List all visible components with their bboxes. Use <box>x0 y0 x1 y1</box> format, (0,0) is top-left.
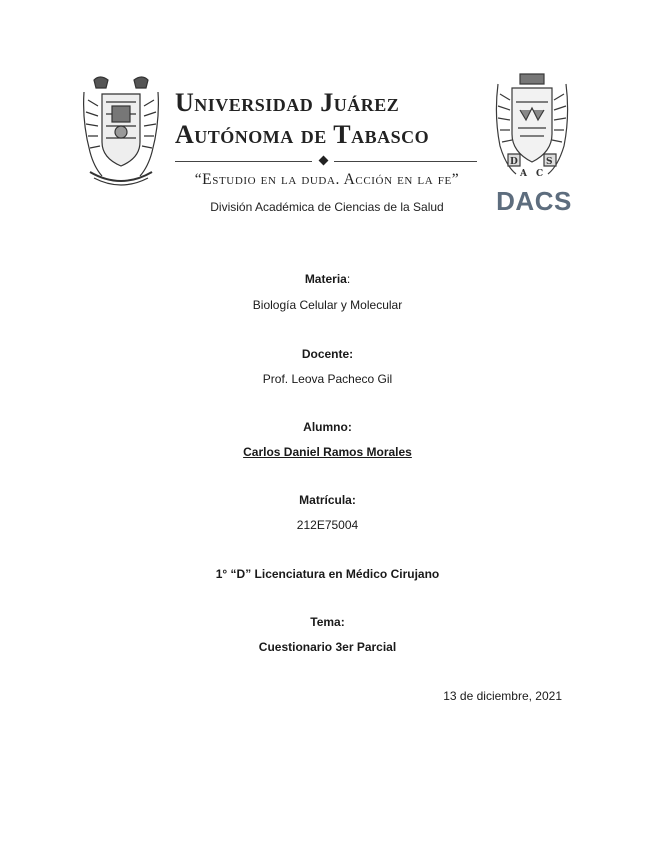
materia-label: Materia <box>304 272 347 286</box>
docente-label: Docente: <box>301 347 354 361</box>
docente-value: Prof. Leova Pacheco Gil <box>262 372 393 386</box>
division-name: División Académica de Ciencias de la Salud <box>210 200 444 214</box>
matricula-value: 212E75004 <box>296 518 359 532</box>
grupo-value: 1° “D” Licenciatura en Médico Cirujano <box>215 567 440 581</box>
dacs-logo-text: DACS <box>496 186 572 216</box>
materia-label-line <box>0 272 655 286</box>
matricula-label: Matrícula: <box>299 493 356 507</box>
document-date: 13 de diciembre, 2021 <box>443 689 562 703</box>
university-motto: “Estudio en la duda. Acción en la fe” <box>194 171 460 188</box>
svg-text:S: S <box>546 157 553 167</box>
svg-text:C: C <box>536 169 544 179</box>
university-seal-icon <box>80 72 162 190</box>
materia-label-colon: : <box>346 272 351 286</box>
university-name-line1: Universidad Juárez <box>175 88 400 117</box>
tema-label: Tema: <box>310 615 345 629</box>
alumno-value: Carlos Daniel Ramos Morales <box>243 445 412 459</box>
svg-text:A: A <box>520 169 527 179</box>
materia-value: Biología Celular y Molecular <box>252 298 403 312</box>
tema-value: Cuestionario 3er Parcial <box>258 640 397 654</box>
university-name-line2: Autónoma de Tabasco <box>175 120 430 149</box>
alumno-label: Alumno: <box>303 420 352 434</box>
dacs-shield-icon <box>490 70 574 182</box>
svg-text:D: D <box>510 157 518 167</box>
